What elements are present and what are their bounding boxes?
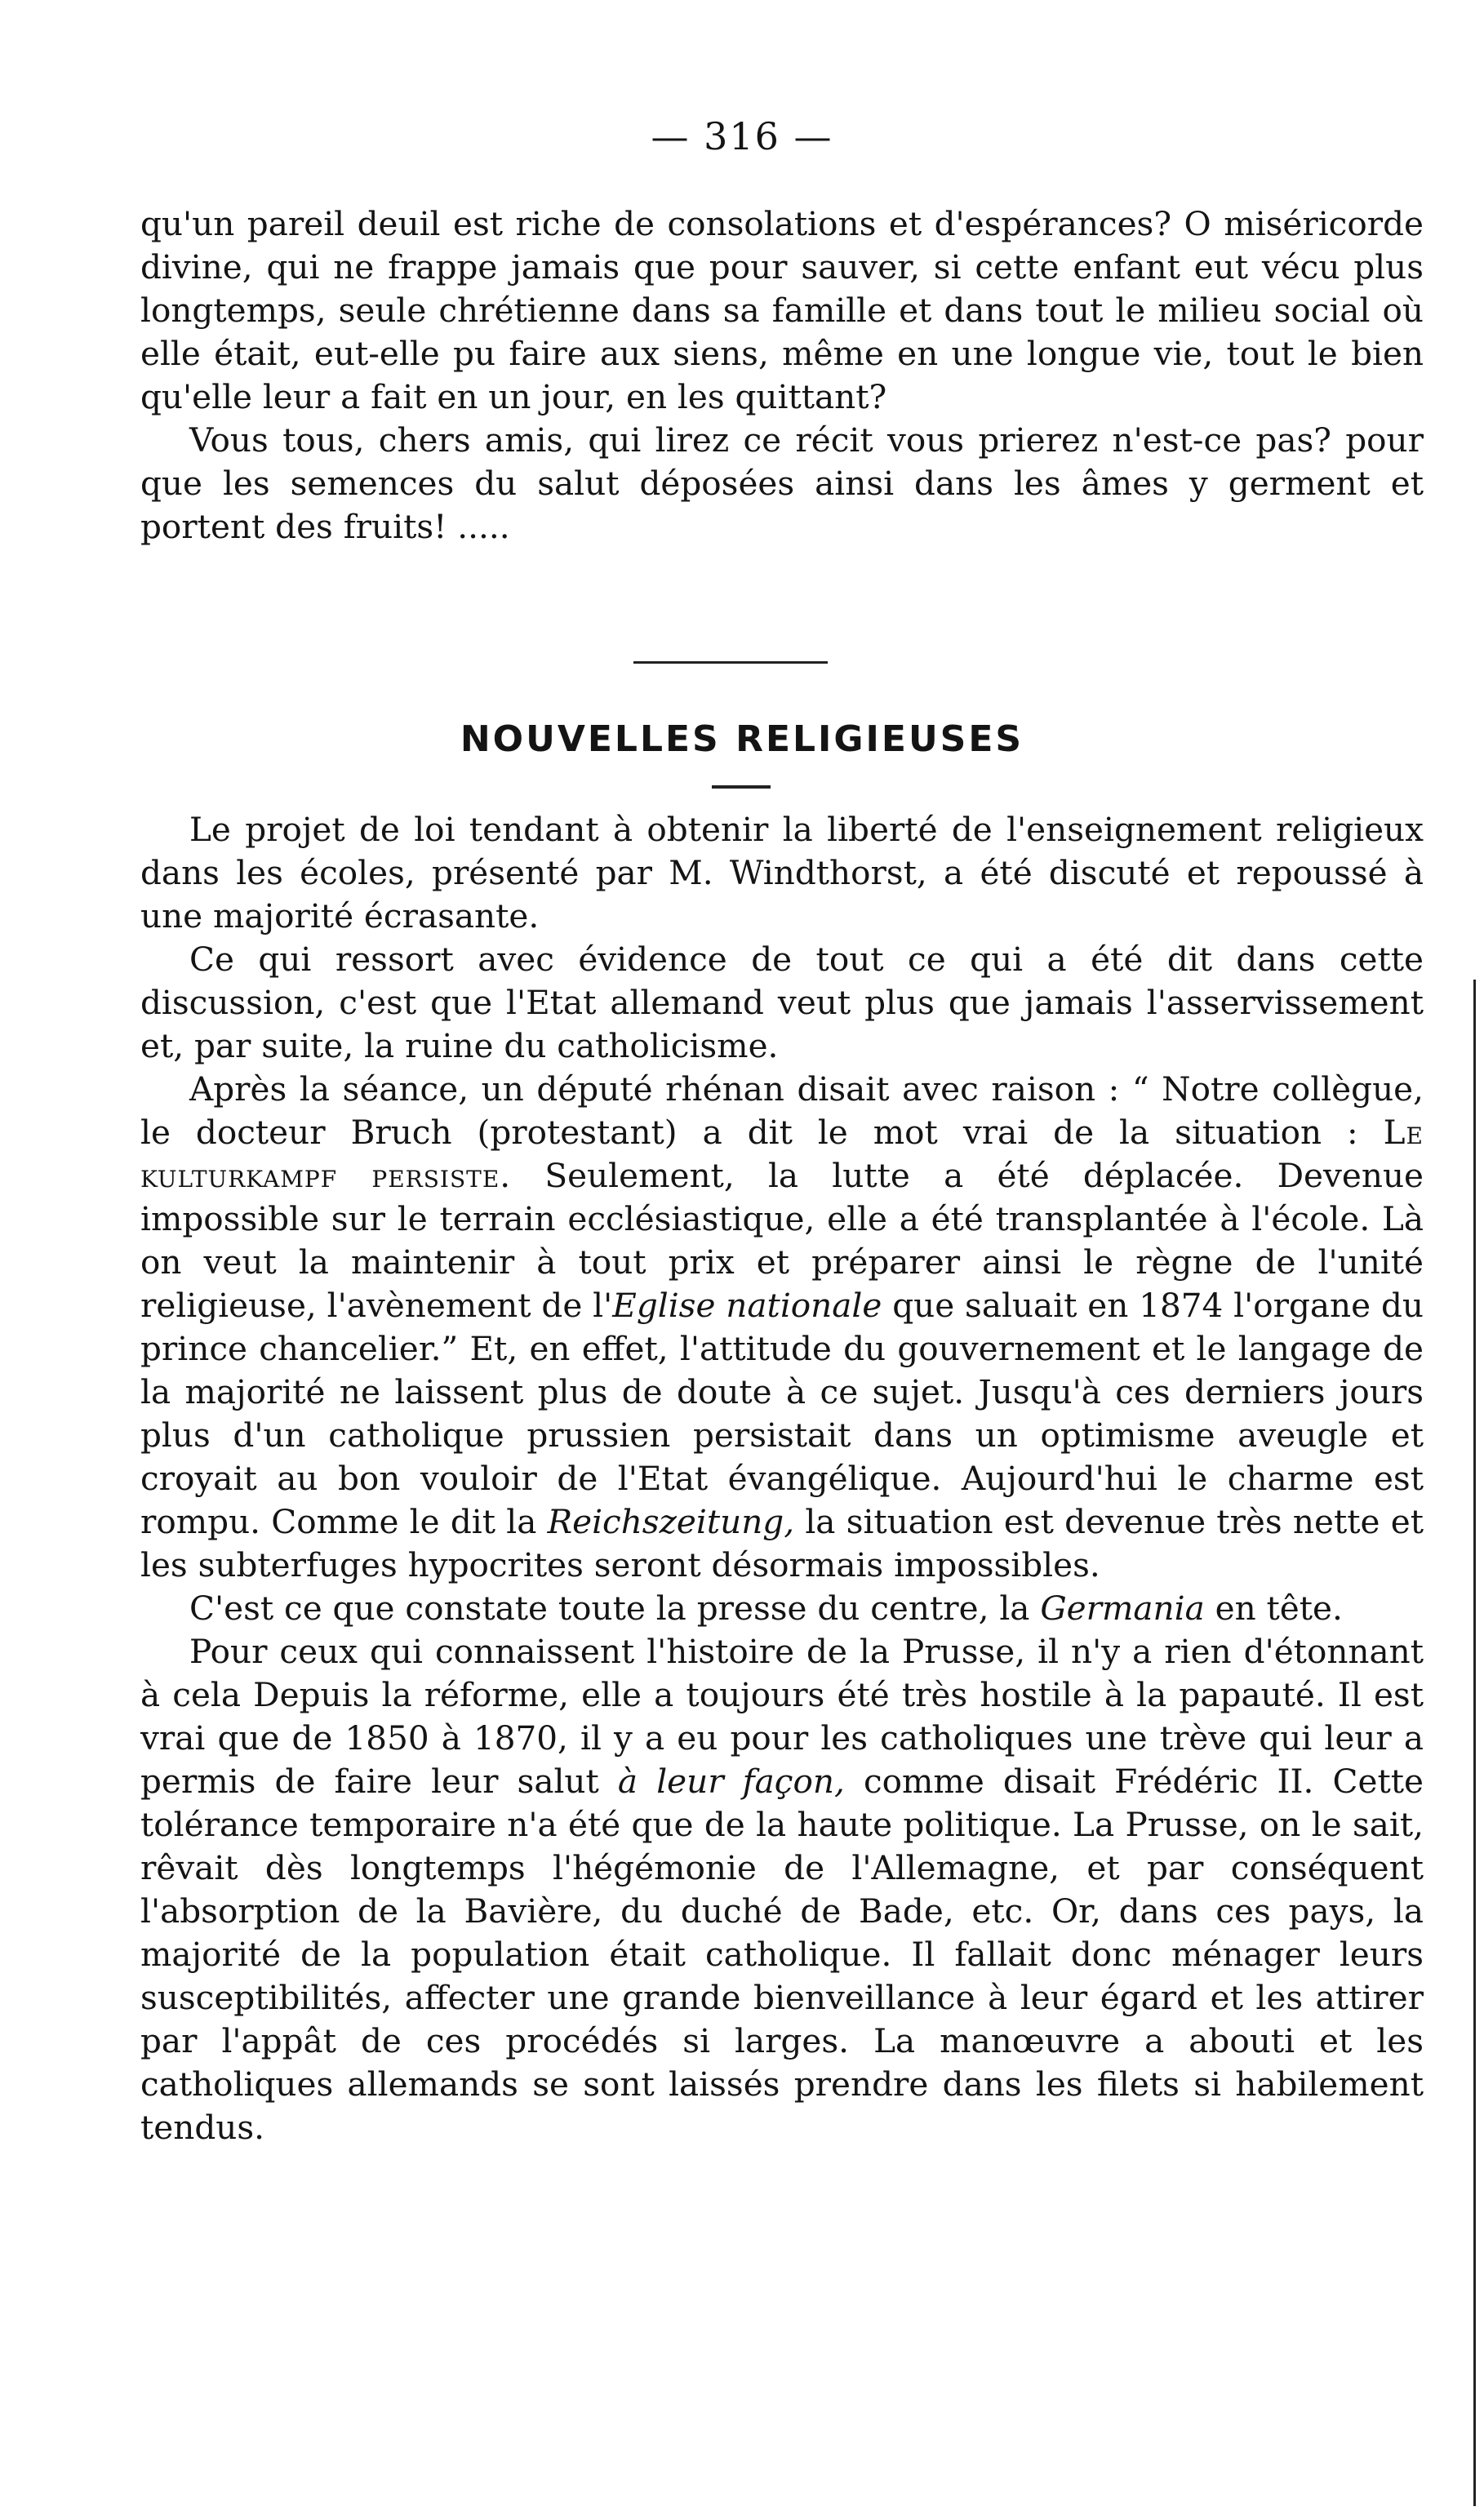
text-run: la situation est devenue très nette et les subterfuges hypocrites seront désormais impossibles. xyxy=(140,1502,1424,1584)
text-run: C'est ce que constate toute la presse du centre, la xyxy=(189,1589,1041,1628)
scan-margin-line xyxy=(1473,980,1476,2506)
italic-newspaper-name: Reichszeitung, xyxy=(547,1502,795,1541)
italic-term: Eglise nationale xyxy=(612,1286,882,1325)
text-run: que saluait en 1874 l'organe du prince chancelier.” Et, en effet, l'attitude du gouvernement et le langage de la majorité ne laissent plus de doute à ce sujet. Jusqu'à ces derniers jours plus d'un catholique prussien persistait dans un optimisme aveugle et croyait au bon vouloir de l'Etat évangélique. Aujourd'hui le charme est rompu. Comme le dit la xyxy=(140,1286,1424,1541)
paragraph: Ce qui ressort avec évidence de tout ce qui a été dit dans cette discussion, c'est que l'Etat allemand veut plus que jamais l'asservissement et, par suite, la ruine du catholicisme. xyxy=(140,940,1424,1065)
paragraph xyxy=(140,1068,1424,1587)
paragraph xyxy=(140,1630,1424,2149)
italic-phrase: à leur façon, xyxy=(617,1762,845,1801)
italic-newspaper-name: Germania xyxy=(1040,1589,1205,1628)
text-run: Après la séance, un député rhénan disait avec raison : “ Notre collègue, le docteur Bruch (protestant) a dit le mot vrai de la situation : xyxy=(140,1069,1424,1152)
text-run: Pour ceux qui connaissent l'histoire de la Prusse, il n'y a rien d'étonnant à cela Depuis la réforme, elle a toujours été très hostile à la papauté. Il est vrai que de 1850 à 1870, il y a eu pour les catholiques une trève qui leur a permis de faire leur salut xyxy=(140,1632,1424,1801)
page-number: — 316 — xyxy=(651,114,833,158)
text-run: comme disait Frédéric II. Cette tolérance temporaire n'a été que de la haute politique. La Prusse, on le sait, rêvait dès longtemps l'hégémonie de l'Allemagne, et par conséquent l'absorption de la Bavière, du duché de Bade, etc. Or, dans ces pays, la majorité de la population était catholique. Il fallait donc ménager leurs susceptibilités, affecter une grande bienveillance à leur égard et les attirer par l'appât de ces procédés si larges. La manœuvre a abouti et les catholiques allemands se sont laissés prendre dans les filets si habilement tendus. xyxy=(140,1762,1424,2147)
text-run: en tête. xyxy=(1204,1589,1343,1628)
paragraph: qu'un pareil deuil est riche de consolations et d'espérances? O miséricorde divine, qui ne frappe jamais que pour sauver, si cette enfant eut vécu plus longtemps, seule chrétienne dans sa famille et dans tout le milieu social où elle était, eut-elle pu faire aux siens, même en une longue vie, tout le bien qu'elle leur a fait en un jour, en les quittant? xyxy=(140,204,1424,416)
text-run: Seulement, la lutte a été déplacée. Devenue impossible sur le terrain ecclésiastique, elle a été transplantée à l'école. Là on veut la maintenir à tout prix et préparer ainsi le règne de l'unité religieuse, l'avènement de l' xyxy=(140,1156,1424,1325)
separator-rule xyxy=(633,661,828,664)
paragraph xyxy=(140,1587,1424,1630)
paragraph: Le projet de loi tendant à obtenir la liberté de l'enseignement religieux dans les écoles, présenté par M. Windthorst, a été discuté et repoussé à une majorité écrasante. xyxy=(140,810,1424,936)
small-caps-quote: Le kulturkampf persiste. xyxy=(140,1113,1424,1195)
paragraph: Vous tous, chers amis, qui lirez ce récit vous prierez n'est-ce pas? pour que les semences du salut déposées ainsi dans les âmes y germent et portent des fruits! ..... xyxy=(140,420,1424,546)
continued-text xyxy=(140,202,1424,549)
news-section-text xyxy=(140,808,1424,2149)
heading-underline-rule xyxy=(712,785,771,789)
section-heading: NOUVELLES RELIGIEUSES xyxy=(460,718,1024,760)
